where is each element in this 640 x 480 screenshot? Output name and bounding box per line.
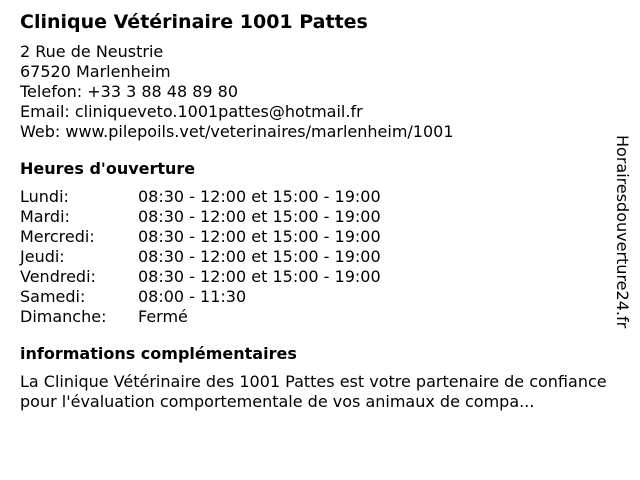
day-label: Lundi:	[20, 187, 69, 206]
day-label: Dimanche:	[20, 307, 107, 326]
hours-row-friday	[20, 267, 620, 287]
hours-row-monday	[20, 187, 620, 207]
site-watermark: Horairesdouverture24.fr	[613, 135, 632, 329]
hours-row-thursday	[20, 247, 620, 267]
day-label: Mercredi:	[20, 227, 95, 246]
address-street: 2 Rue de Neustrie	[20, 42, 164, 61]
day-label: Vendredi:	[20, 267, 96, 286]
day-hours: 08:30 - 12:00 et 15:00 - 19:00	[138, 247, 381, 266]
address-city: 67520 Marlenheim	[20, 62, 171, 81]
hours-row-sunday	[20, 307, 620, 327]
day-hours: 08:30 - 12:00 et 15:00 - 19:00	[138, 187, 381, 206]
email-address: Email: cliniqueveto.1001pattes@hotmail.fr	[20, 102, 363, 121]
day-hours: 08:00 - 11:30	[138, 287, 247, 306]
website-url: Web: www.pilepoils.vet/veterinaires/marlenheim/1001	[20, 122, 454, 141]
day-hours: 08:30 - 12:00 et 15:00 - 19:00	[138, 267, 381, 286]
day-label: Mardi:	[20, 207, 70, 226]
day-label: Samedi:	[20, 287, 86, 306]
hours-row-tuesday	[20, 207, 620, 227]
phone-number: Telefon: +33 3 88 48 89 80	[20, 82, 239, 101]
day-hours: Fermé	[138, 307, 188, 326]
hours-row-wednesday	[20, 227, 620, 247]
day-label: Jeudi:	[20, 247, 65, 266]
day-hours: 08:30 - 12:00 et 15:00 - 19:00	[138, 227, 381, 246]
clinic-name: Clinique Vétérinaire 1001 Pattes	[20, 11, 368, 33]
opening-hours-heading: Heures d'ouverture	[20, 159, 196, 178]
additional-info-text: La Clinique Vétérinaire des 1001 Pattes est votre partenaire de confiance pour l'évaluation comportementale de vos animaux de compa...	[20, 372, 607, 411]
additional-info-heading: informations complémentaires	[20, 344, 297, 363]
clinic-card	[20, 10, 620, 412]
opening-hours-table	[20, 187, 620, 327]
day-hours: 08:30 - 12:00 et 15:00 - 19:00	[138, 207, 381, 226]
hours-row-saturday	[20, 287, 620, 307]
